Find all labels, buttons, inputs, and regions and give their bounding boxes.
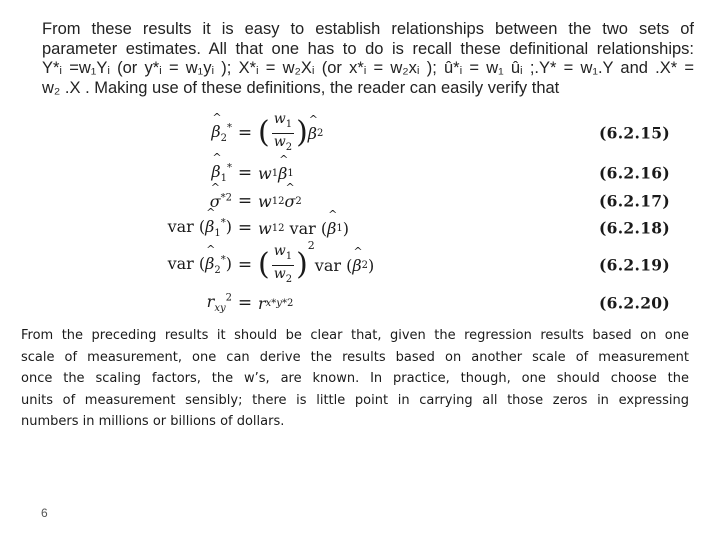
- equation-6-2-20: [80, 288, 670, 318]
- equation-lhs: ^ $\sigma^{*2}$: [80, 192, 232, 211]
- equation-rhs: ( $\frac{w_1}{w_2}$ ) 2 var ( ^ β 2 ): [258, 243, 670, 288]
- equation-number: (6.2.17): [599, 191, 670, 211]
- equation-rhs: w 1 ^ β 1: [258, 164, 670, 183]
- equation-number: (6.2.19): [599, 255, 670, 275]
- equation-6-2-17: [80, 186, 670, 216]
- equation-rhs: ( $\frac{w_1}{w_2}$ ) ^ β 2: [258, 111, 670, 156]
- equation-lhs: var (^ $\beta_1^*$): [80, 217, 232, 239]
- intro-line: Y*ᵢ =w₁Yᵢ (or y*ᵢ = w₁yᵢ ); X*ᵢ = w₂Xᵢ (or x*ᵢ = w₂xᵢ ); û*ᵢ = w₁ ûᵢ ;.Y* = w₁.Y and .X* =: [42, 59, 694, 77]
- equation-lhs: ^ $\beta_2^*$: [80, 122, 232, 144]
- paragraph-line: numbers in millions or billions of dollars.: [21, 414, 285, 429]
- equation-lhs: $r_{xy}^2$: [206, 291, 232, 315]
- equals-sign: =: [237, 293, 253, 313]
- paragraph-line: units of measurement sensibly; there is little point in carrying all those zeros in expressing: [21, 392, 689, 408]
- equation-6-2-18: [80, 213, 670, 243]
- equation-number: (6.2.16): [599, 163, 670, 183]
- intro-line: From these results it is easy to establish relationships between the two sets of: [42, 20, 694, 38]
- conclusion-paragraph: [21, 325, 689, 433]
- equals-sign: =: [237, 255, 253, 275]
- intro-line: w₂ .X . Making use of these definitions, the reader can easily verify that: [42, 78, 560, 97]
- intro-line: parameter estimates. All that one has to do is recall these definitional relationships:: [42, 39, 694, 58]
- equals-sign: =: [237, 218, 253, 238]
- equals-sign: =: [237, 123, 253, 143]
- paragraph-line: From the preceding results it should be clear that, given the regression results based on one: [21, 328, 689, 343]
- intro-text: [42, 20, 694, 98]
- equation-number: (6.2.20): [599, 293, 670, 313]
- paragraph-line: scale of measurement, one can derive the results based on another scale of measurement: [21, 349, 689, 365]
- equation-rhs: w 1 2 ^ σ 2: [258, 192, 670, 211]
- paragraph-line: once the scaling factors, the w’s, are known. In practice, though, one should choose the: [21, 371, 689, 386]
- equation-rhs: r x*y* 2: [258, 293, 294, 313]
- equation-number: (6.2.18): [599, 218, 670, 238]
- equation-6-2-19: [80, 238, 670, 285]
- equals-sign: =: [237, 163, 253, 183]
- equation-lhs: var (^ $\beta_2^*$): [80, 254, 232, 276]
- equation-6-2-15: [80, 110, 670, 153]
- page-number: 6: [41, 506, 48, 520]
- equation-6-2-16: [80, 158, 670, 188]
- equation-lhs: ^ $\beta_1^*$: [80, 162, 232, 184]
- equation-rhs: w 1 2 var ( ^ β 1 ): [258, 219, 670, 238]
- equation-number: (6.2.15): [599, 123, 670, 143]
- equals-sign: =: [237, 191, 253, 211]
